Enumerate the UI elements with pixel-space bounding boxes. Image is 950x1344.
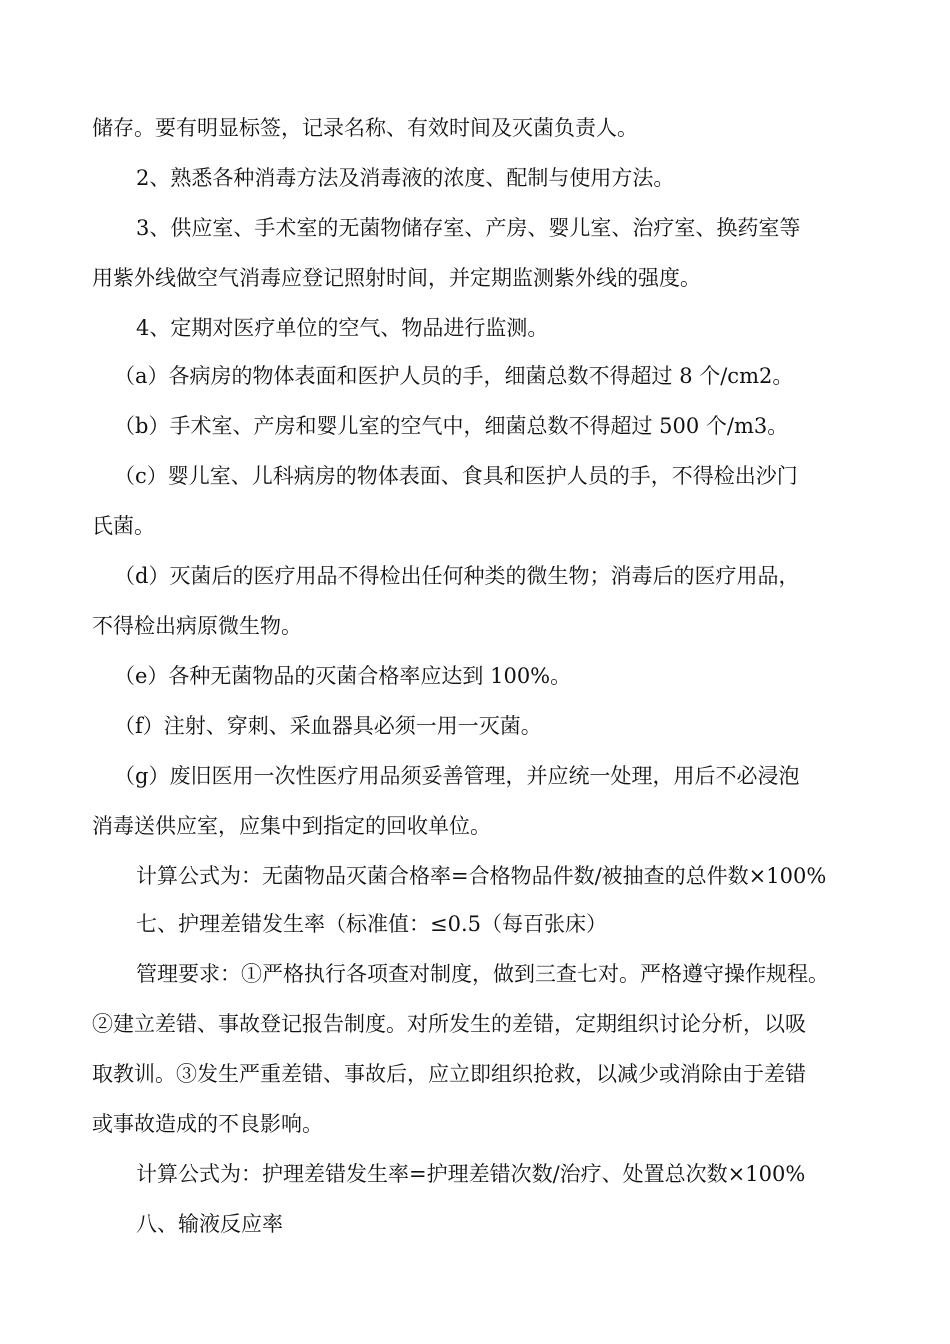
paragraph-line: ②建立差错、事故登记报告制度。对所发生的差错，定期组织讨论分析，以吸: [92, 1012, 806, 1036]
paragraph-line: 不得检出病原微生物。: [92, 614, 302, 638]
paragraph-line: （d）灭菌后的医疗用品不得检出任何种类的微生物；消毒后的医疗用品，: [114, 564, 800, 588]
paragraph-line: 2、熟悉各种消毒方法及消毒液的浓度、配制与使用方法。: [136, 166, 675, 190]
paragraph-line: 3、供应室、手术室的无菌物储存室、产房、婴儿室、治疗室、换药室等: [136, 216, 801, 240]
paragraph-line: （g）废旧医用一次性医疗用品须妥善管理，并应统一处理，用后不必浸泡: [114, 764, 800, 788]
section-heading: 八、输液反应率: [136, 1212, 283, 1236]
paragraph-line: （e）各种无菌物品的灭菌合格率应达到 100%。: [114, 664, 572, 688]
paragraph-line: 4、定期对医疗单位的空气、物品进行监测。: [136, 316, 549, 340]
paragraph-line: 取教训。③发生严重差错、事故后，应立即组织抢救，以减少或消除由于差错: [92, 1062, 806, 1086]
paragraph-line: （b）手术室、产房和婴儿室的空气中，细菌总数不得超过 500 个/m3。: [114, 414, 789, 438]
section-heading: 七、护理差错发生率（标准值：≤0.5（每百张床）: [136, 912, 607, 936]
paragraph-line: （f）注射、穿刺、采血器具必须一用一灭菌。: [114, 714, 542, 738]
paragraph-line: 或事故造成的不良影响。: [92, 1112, 323, 1136]
paragraph-line: 储存。要有明显标签，记录名称、有效时间及灭菌负责人。: [92, 116, 638, 140]
paragraph-line: 管理要求：①严格执行各项查对制度，做到三查七对。严格遵守操作规程。: [136, 962, 829, 986]
paragraph-line: 用紫外线做空气消毒应登记照射时间，并定期监测紫外线的强度。: [92, 266, 701, 290]
formula-line: 计算公式为：无菌物品灭菌合格率=合格物品件数/被抽查的总件数×100%: [136, 864, 827, 888]
paragraph-line: （c）婴儿室、儿科病房的物体表面、食具和医护人员的手，不得检出沙门: [114, 464, 798, 488]
paragraph-line: 消毒送供应室，应集中到指定的回收单位。: [92, 814, 491, 838]
paragraph-line: 氏菌。: [92, 514, 155, 538]
formula-line: 计算公式为：护理差错发生率=护理差错次数/治疗、处置总次数×100%: [136, 1162, 806, 1186]
paragraph-line: （a）各病房的物体表面和医护人员的手，细菌总数不得超过 8 个/cm2。: [114, 364, 794, 388]
